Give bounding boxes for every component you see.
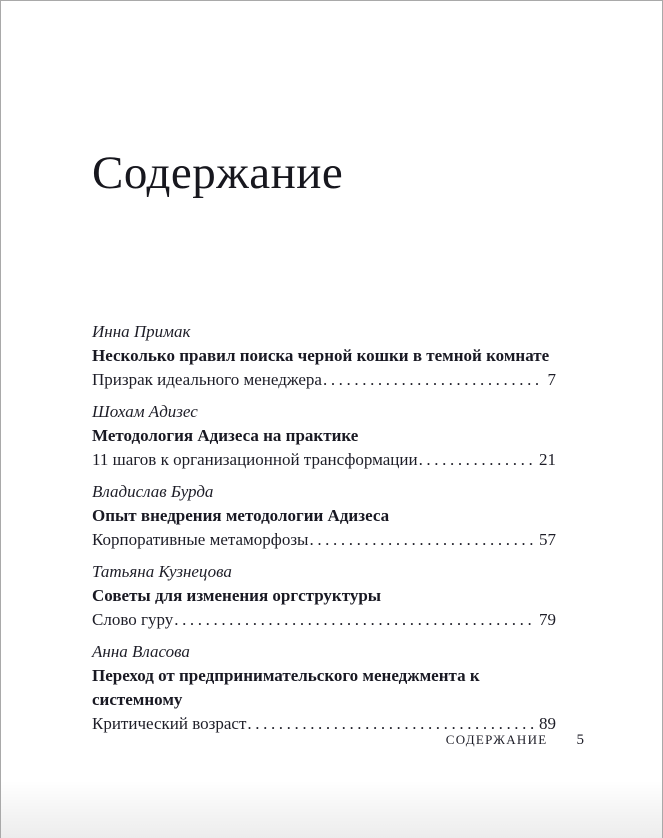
toc-entry-title: Методология Адизеса на практике [92,426,359,445]
toc-entry-title: Переход от предпринимательского менеджмента к системному [92,666,480,709]
toc-entry-page-number: 57 [539,530,556,549]
toc-entry-author: Анна Власова [92,642,190,661]
toc-entry-page-number: 89 [539,714,556,733]
page-title: Содержание [92,147,344,199]
toc-entry [92,560,556,632]
toc-entry [92,320,556,392]
toc-entry-line [92,608,556,632]
page-bottom-shadow [1,780,662,838]
toc-entry-title: Несколько правил поиска черной кошки в темной комнате [92,346,550,365]
toc-entry-subtitle: Критический возраст [92,714,247,733]
toc-entry-title: Советы для изменения оргструктуры [92,586,382,605]
page-footer [446,732,584,749]
dot-leader [322,368,543,392]
dot-leader [308,528,534,552]
footer-section-label: СОДЕРЖАНИЕ [445,732,548,747]
toc-entry [92,400,556,472]
toc-entry-page-number: 21 [539,450,556,469]
toc-entry-subtitle: Корпоративные метаморфозы [92,530,309,549]
toc-entry-author: Инна Примак [92,322,191,341]
toc-entry-line [92,368,556,392]
dot-leader [418,448,534,472]
dot-leader [173,608,534,632]
toc-entry-subtitle: 11 шагов к организационной трансформации [92,450,418,469]
footer-page-number: 5 [576,732,584,748]
toc-entry-author: Шохам Адизес [92,402,198,421]
table-of-contents [92,320,556,736]
toc-entry-page-number: 79 [539,610,556,629]
toc-entry-author: Владислав Бурда [92,482,214,501]
toc-entry-title: Опыт внедрения методологии Адизеса [92,506,390,525]
toc-entry [92,640,556,736]
toc-entry-author: Татьяна Кузнецова [92,562,232,581]
toc-entry-line [92,528,556,552]
toc-entry-line [92,448,556,472]
toc-entry-page-number: 7 [547,370,556,389]
toc-entry-subtitle: Слово гуру [92,610,174,629]
toc-entry [92,480,556,552]
toc-entry-subtitle: Призрак идеального менеджера [92,370,322,389]
